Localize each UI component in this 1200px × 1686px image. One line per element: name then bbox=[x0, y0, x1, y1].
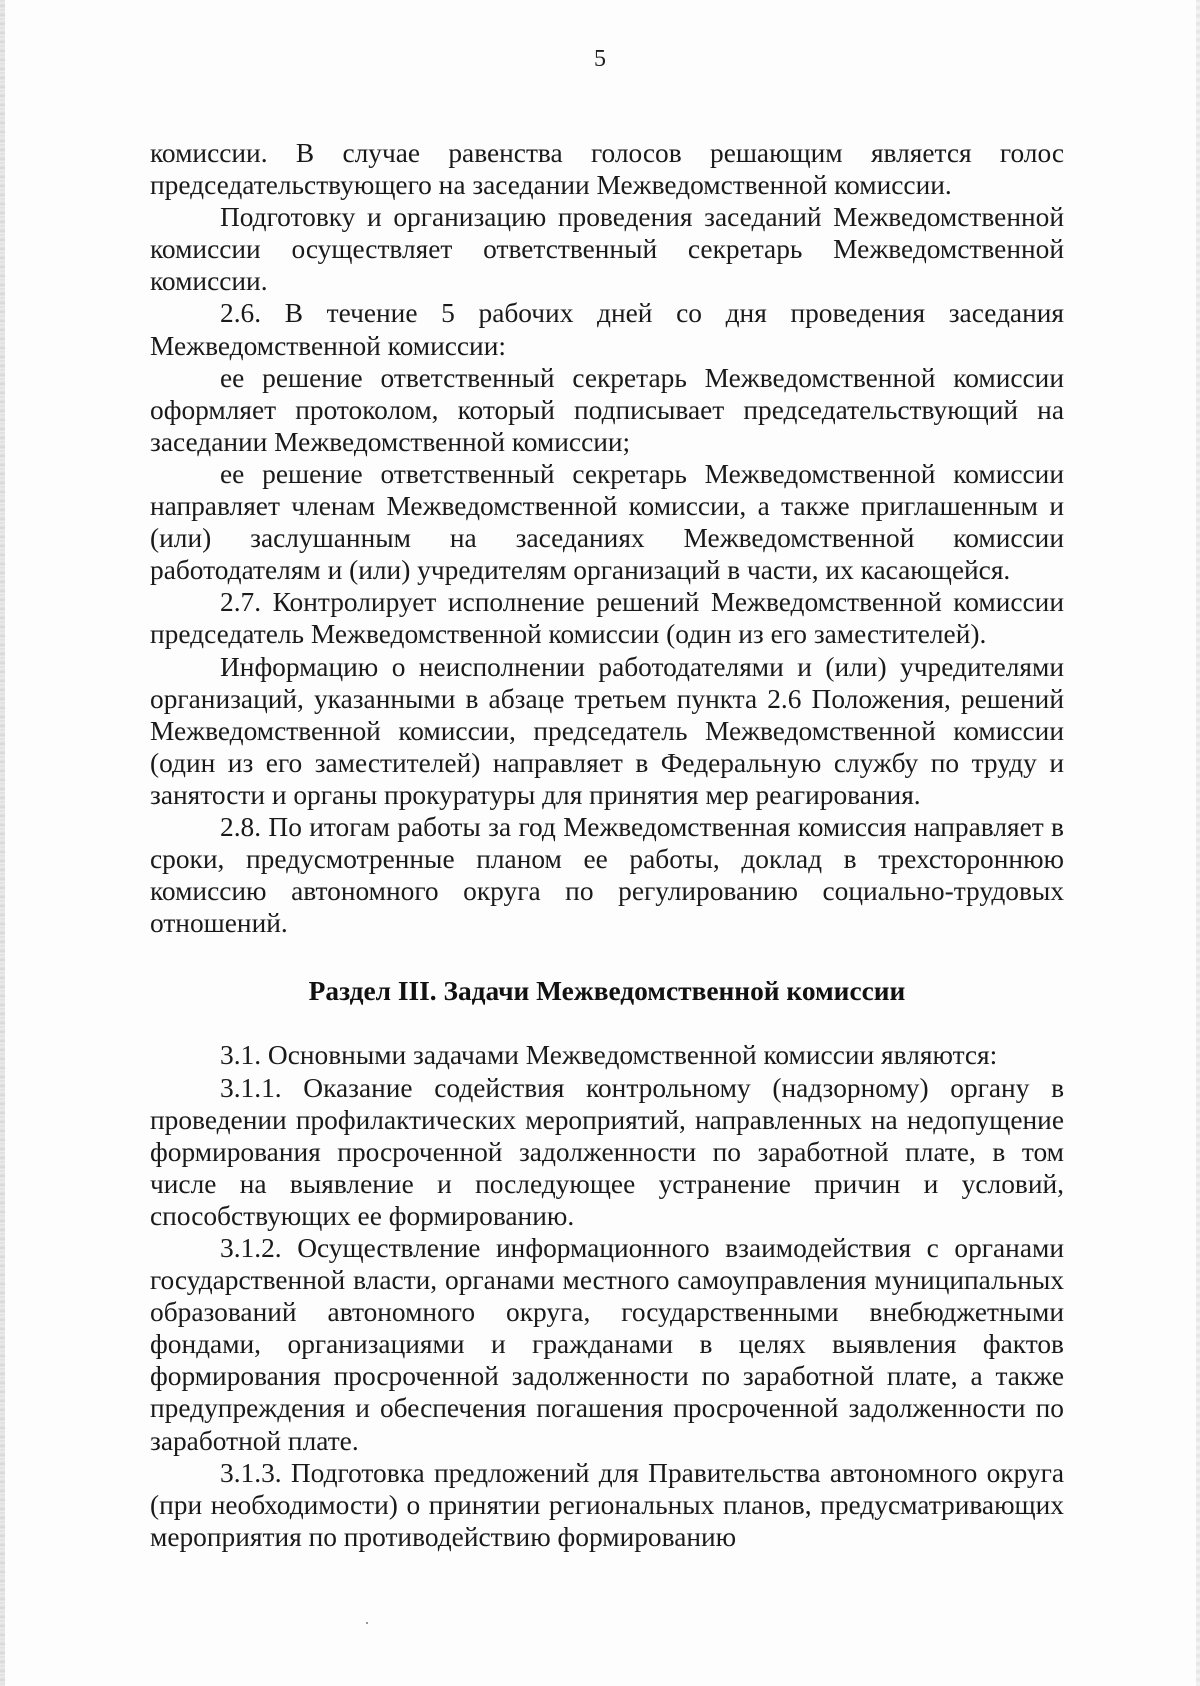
section-heading: Раздел III. Задачи Межведомственной комиссии bbox=[308, 976, 906, 1007]
paragraph: 2.8. По итогам работы за год Межведомственная комиссия направляет в сроки, предусмотренные планом ее работы, доклад в трехстороннюю комиссию автономного округа по регулированию социально-трудовых отношений. bbox=[150, 811, 1064, 939]
paragraph: 3.1.3. Подготовка предложений для Правительства автономного округа (при необходимости) о принятии региональных планов, предусматривающих мероприятия по противодействию формированию bbox=[150, 1457, 1064, 1552]
scan-speck bbox=[366, 1622, 368, 1624]
paragraph: Подготовку и организацию проведения заседаний Межведомственной комиссии осуществляет ответственный секретарь Межведомственной комиссии. bbox=[150, 202, 1064, 297]
paragraph: ее решение ответственный секретарь Межведомственной комиссии оформляет протоколом, который подписывает председательствующий на заседании Межведомственной комиссии; bbox=[150, 362, 1064, 457]
paragraph: ее решение ответственный секретарь Межведомственной комиссии направляет членам Межведомственной комиссии, а также приглашенным и (или) заслушанным на заседаниях Межведомственной комиссии работодателям и (или) учредителям организаций в части, их касающейся. bbox=[150, 458, 1064, 586]
paragraph: 2.6. В течение 5 рабочих дней со дня проведения заседания Межведомственной комиссии: bbox=[150, 298, 1064, 361]
paragraph: 3.1.2. Осуществление информационного взаимодействия с органами государственной власти, органами местного самоуправления муниципальных образований автономного округа, государственными внебюджетными фондами, организациями и гражданами в целях выявления фактов формирования просроченной задолженности по заработной плате, а также предупреждения и обеспечения погашения просроченной задолженности по заработной плате. bbox=[150, 1233, 1064, 1456]
paragraph: комиссии. В случае равенства голосов решающим является голос председательствующего на заседании Межведомственной комиссии. bbox=[150, 138, 1064, 201]
page-number: 5 bbox=[594, 46, 606, 72]
scan-edge-right bbox=[1196, 0, 1200, 1686]
paragraph: 3.1. Основными задачами Межведомственной комиссии являются: bbox=[220, 1040, 998, 1071]
paragraph: 3.1.1. Оказание содействия контрольному (надзорному) органу в проведении профилактических мероприятий, направленных на недопущение формирования просроченной задолженности по заработной плате, в том числе на выявление и последующее устранение причин и условий, способствующих ее формированию. bbox=[150, 1072, 1064, 1231]
paragraph: 2.7. Контролирует исполнение решений Межведомственной комиссии председатель Межведомственной комиссии (один из его заместителей). bbox=[150, 587, 1064, 650]
scan-edge-left bbox=[0, 0, 5, 1686]
paragraph: Информацию о неисполнении работодателями и (или) учредителями организаций, указанными в абзаце третьем пункта 2.6 Положения, решений Межведомственной комиссии, председатель Межведомственной комиссии (один из его заместителей) направляет в Федеральную службу по труду и занятости и органы прокуратуры для принятия мер реагирования. bbox=[150, 651, 1064, 810]
document-body bbox=[150, 137, 1064, 1553]
